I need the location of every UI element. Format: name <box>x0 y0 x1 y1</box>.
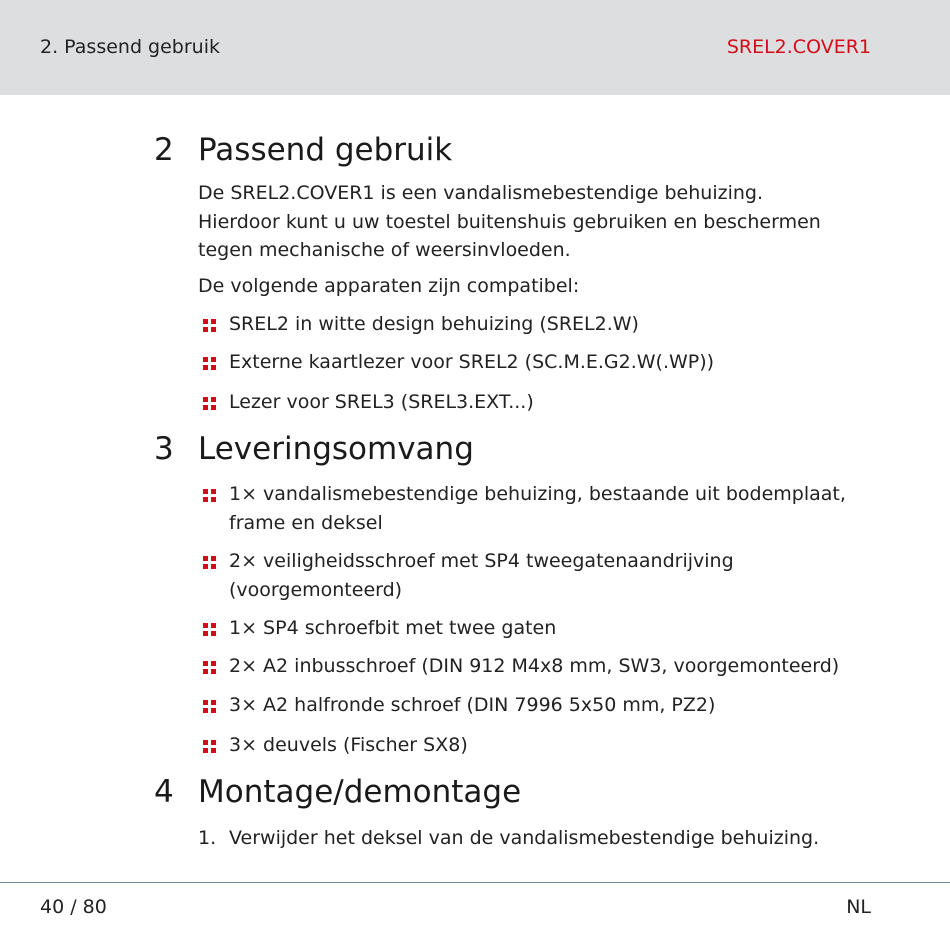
page-number: 40 / 80 <box>40 896 107 918</box>
step-number: 1. <box>198 827 217 849</box>
section-heading-leveringsomvang <box>154 431 474 467</box>
list-item-text: Externe kaartlezer voor SREL2 (SC.M.E.G2.W(.WP)) <box>229 351 715 373</box>
list-item-text: 3× deuvels (Fischer SX8) <box>229 734 468 756</box>
list-item-text: Lezer voor SREL3 (SREL3.EXT...) <box>229 391 534 413</box>
list-item <box>198 614 848 643</box>
list-item-text: SREL2 in witte design behuizing (SREL2.W) <box>229 313 639 335</box>
bullet-icon <box>203 397 216 410</box>
intro-paragraph: De SREL2.COVER1 is een vandalismebestendige behuizing. Hierdoor kunt u uw toestel buitenshuis gebruiken en beschermen tegen mechanische of weersinvloeden. <box>198 182 821 261</box>
list-item <box>198 731 848 760</box>
bullet-icon <box>203 357 216 370</box>
section-title: Passend gebruik <box>198 132 453 168</box>
step-item <box>198 824 848 853</box>
compatible-intro: De volgende apparaten zijn compatibel: <box>198 275 580 297</box>
list-item-text: 1× vandalismebestendige behuizing, bestaande uit bodemplaat, frame en deksel <box>229 483 846 534</box>
section-title: Leveringsomvang <box>198 431 474 467</box>
list-item <box>198 691 848 720</box>
list-item-text: 3× A2 halfronde schroef (DIN 7996 5x50 mm, PZ2) <box>229 694 716 716</box>
bullet-icon <box>203 740 216 753</box>
list-item <box>198 547 848 604</box>
list-item <box>198 348 848 377</box>
section-heading-montage <box>154 774 521 810</box>
bullet-icon <box>203 489 216 502</box>
list-item-text: 2× veiligheidsschroef met SP4 tweegatenaandrijving (voorgemonteerd) <box>229 550 734 601</box>
section-number: 4 <box>154 774 174 810</box>
section-number: 2 <box>154 132 174 168</box>
section-title: Montage/demontage <box>198 774 522 810</box>
bullet-icon <box>203 319 216 332</box>
header-chapter-title: 2. Passend gebruik <box>40 36 220 58</box>
bullet-icon <box>203 556 216 569</box>
list-item <box>198 388 848 417</box>
list-item <box>198 480 848 537</box>
section-heading-passend-gebruik <box>154 132 452 168</box>
list-item-text: 2× A2 inbusschroef (DIN 912 M4x8 mm, SW3, voorgemonteerd) <box>229 655 840 677</box>
list-item <box>198 310 848 339</box>
section-number: 3 <box>154 431 174 467</box>
bullet-icon <box>203 700 216 713</box>
bullet-icon <box>203 661 216 674</box>
list-item-text: 1× SP4 schroefbit met twee gaten <box>229 617 557 639</box>
page-header <box>0 0 950 95</box>
footer-rule <box>0 882 950 883</box>
header-product-name: SREL2.COVER1 <box>726 36 871 58</box>
language-code: NL <box>846 896 871 918</box>
list-item <box>198 652 848 681</box>
step-text: Verwijder het deksel van de vandalismebestendige behuizing. <box>229 827 820 849</box>
bullet-icon <box>203 623 216 636</box>
